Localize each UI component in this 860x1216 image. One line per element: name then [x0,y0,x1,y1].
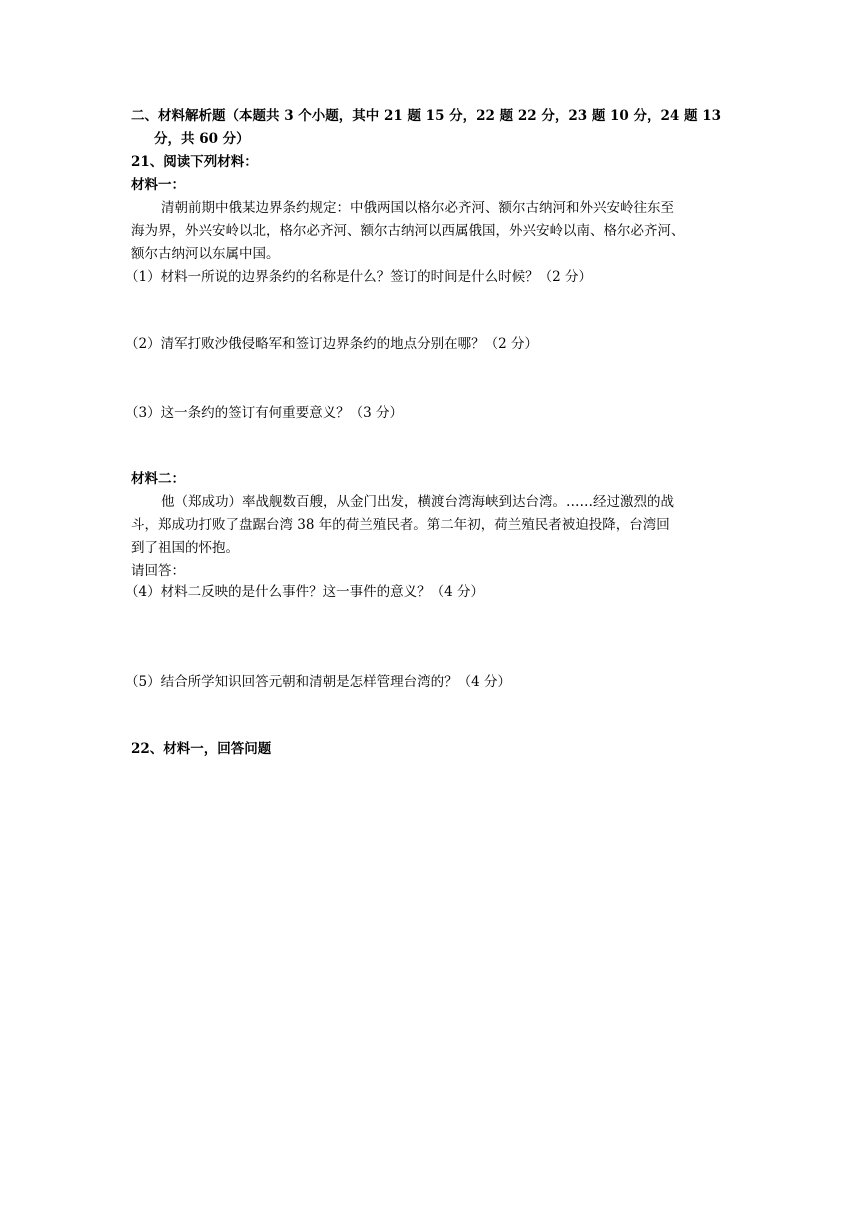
material1-label: 材料一： [131,177,185,193]
answer-prompt: 请回答： [131,563,185,579]
sub-question-1: （1）材料一所说的边界条约的名称是什么？签订的时间是什么时候？（2 分） [125,269,592,285]
material1-text-line3: 额尔古纳河以东属中国。 [131,246,280,262]
section-heading-line1: 二、材料解析题（本题共 3 个小题，其中 21 题 15 分，22 题 22 分，23 题 10 分，24 题 13 [131,108,721,124]
sub-question-3: （3）这一条约的签订有何重要意义？（3 分） [125,405,403,421]
material2-label: 材料二： [131,471,185,487]
section-heading-line2: 分，共 60 分） [154,131,250,147]
material2-text-line2: 斗，郑成功打败了盘踞台湾 38 年的荷兰殖民者。第二年初，荷兰殖民者被迫投降，台湾回 [131,517,670,533]
question-22-title: 22、材料一，回答问题 [131,741,272,757]
question-21-title: 21、阅读下列材料： [131,154,258,170]
material2-text-line3: 到了祖国的怀抱。 [131,540,239,556]
material2-text-line1: 他（郑成功）率战舰数百艘，从金门出发，横渡台湾海峡到达台湾。……经过激烈的战 [161,494,674,510]
material1-text-line1: 清朝前期中俄某边界条约规定：中俄两国以格尔必齐河、额尔古纳河和外兴安岭往东至 [161,200,674,216]
material1-text-line2: 海为界，外兴安岭以北，格尔必齐河、额尔古纳河以西属俄国，外兴安岭以南、格尔必齐河、 [131,223,685,239]
sub-question-2: （2）清军打败沙俄侵略军和签订边界条约的地点分别在哪？（2 分） [125,336,538,352]
sub-question-5: （5）结合所学知识回答元朝和清朝是怎样管理台湾的？（4 分） [125,674,511,690]
sub-question-4: （4）材料二反映的是什么事件？这一事件的意义？（4 分） [125,584,484,600]
